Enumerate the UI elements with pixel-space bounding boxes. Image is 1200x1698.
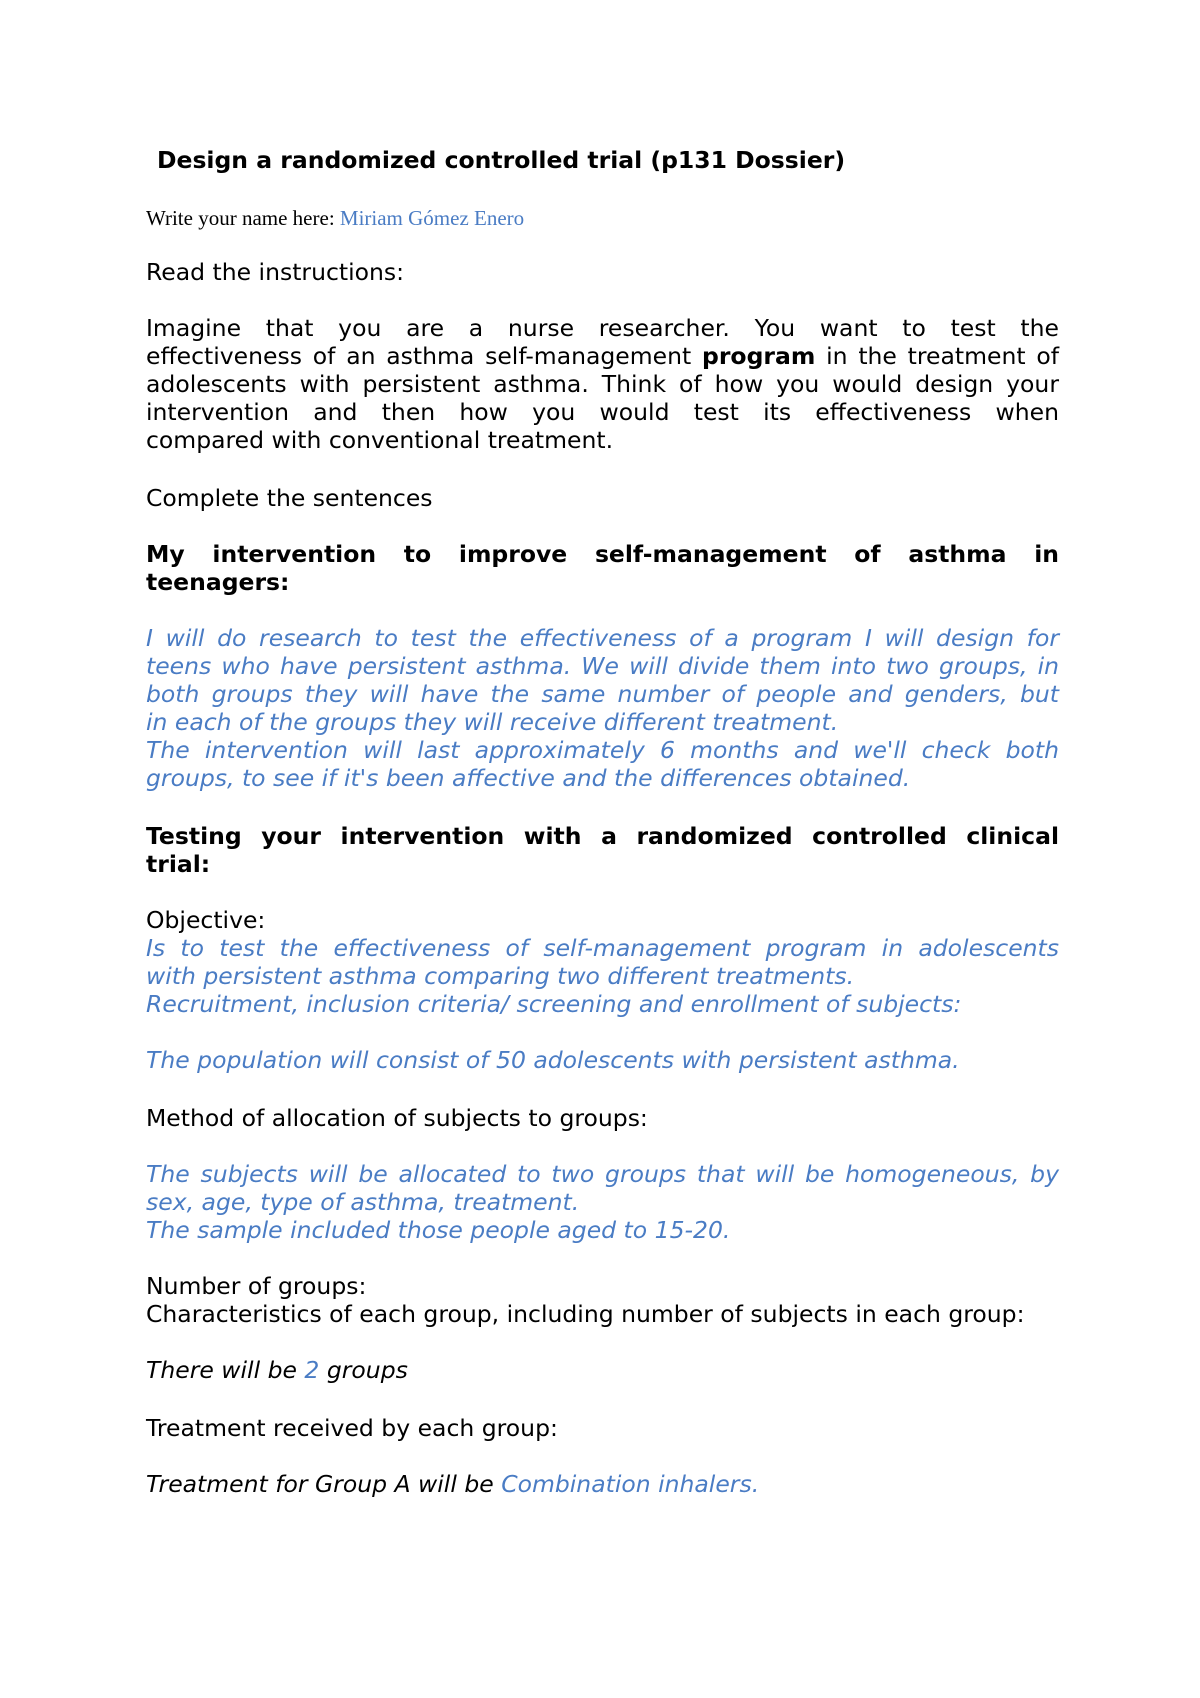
instructions-line: adolescents with persistent asthma. Think of how you would design your	[146, 370, 1059, 398]
objective-answer-line[interactable]: Recruitment, inclusion criteria/ screening and enrollment of subjects:	[146, 990, 962, 1018]
name-line	[146, 203, 1059, 232]
page-title: Design a randomized controlled trial (p131 Dossier)	[157, 146, 846, 174]
instructions-line: effectiveness of an asthma self-management program in the treatment of	[146, 342, 1059, 370]
intervention-answer-line[interactable]: teens who have persistent asthma. We will divide them into two groups, in	[146, 652, 1059, 680]
treatment-answer: Treatment for Group A will be Combination inhalers.	[146, 1470, 760, 1498]
intervention-answer-line[interactable]: in each of the groups they will receive different treatment.	[146, 708, 839, 736]
intervention-answer-line[interactable]: both groups they will have the same number of people and genders, but	[146, 680, 1059, 708]
name-prompt: Write your name here:	[146, 206, 340, 230]
population-answer[interactable]: The population will consist of 50 adolescents with persistent asthma.	[146, 1046, 960, 1074]
allocation-answer-line[interactable]: sex, age, type of asthma, treatment.	[146, 1188, 580, 1216]
name-value[interactable]: Miriam Gómez Enero	[339, 206, 525, 230]
treatment-label: Treatment received by each group:	[146, 1414, 558, 1442]
complete-sentences: Complete the sentences	[146, 484, 433, 512]
testing-heading: Testing your intervention with a randomized controlled clinical	[146, 822, 1059, 850]
intervention-heading: My intervention to improve self-management of asthma in	[146, 540, 1059, 568]
allocation-label: Method of allocation of subjects to groups:	[146, 1104, 648, 1132]
groups-count[interactable]: 2	[304, 1356, 320, 1384]
objective-answer-line[interactable]: with persistent asthma comparing two different treatments.	[146, 962, 855, 990]
instructions-emphasis: program	[702, 342, 816, 370]
instructions-line: Imagine that you are a nurse researcher. You want to test the	[146, 314, 1059, 342]
intervention-answer-line[interactable]: The intervention will last approximately 6 months and we'll check both	[146, 736, 1059, 764]
intervention-heading: teenagers:	[146, 568, 290, 596]
read-instructions: Read the instructions:	[146, 258, 405, 286]
allocation-answer-line[interactable]: The sample included those people aged to 15-20.	[146, 1216, 731, 1244]
objective-label: Objective:	[146, 906, 266, 934]
testing-heading: trial:	[146, 850, 211, 878]
intervention-answer-line[interactable]: groups, to see if it's been affective and the differences obtained.	[146, 764, 911, 792]
objective-answer-line[interactable]: Is to test the effectiveness of self-management program in adolescents	[146, 934, 1059, 962]
groups-label: Number of groups:	[146, 1272, 367, 1300]
allocation-answer-line[interactable]: The subjects will be allocated to two groups that will be homogeneous, by	[146, 1160, 1059, 1188]
groups-answer: There will be 2 groups	[146, 1356, 408, 1384]
characteristics-label: Characteristics of each group, including number of subjects in each group:	[146, 1300, 1025, 1328]
treatment-value[interactable]: Combination inhalers.	[501, 1470, 760, 1498]
intervention-answer-line[interactable]: I will do research to test the effectiveness of a program I will design for	[146, 624, 1059, 652]
instructions-line: compared with conventional treatment.	[146, 426, 614, 454]
instructions-line: intervention and then how you would test its effectiveness when	[146, 398, 1059, 426]
